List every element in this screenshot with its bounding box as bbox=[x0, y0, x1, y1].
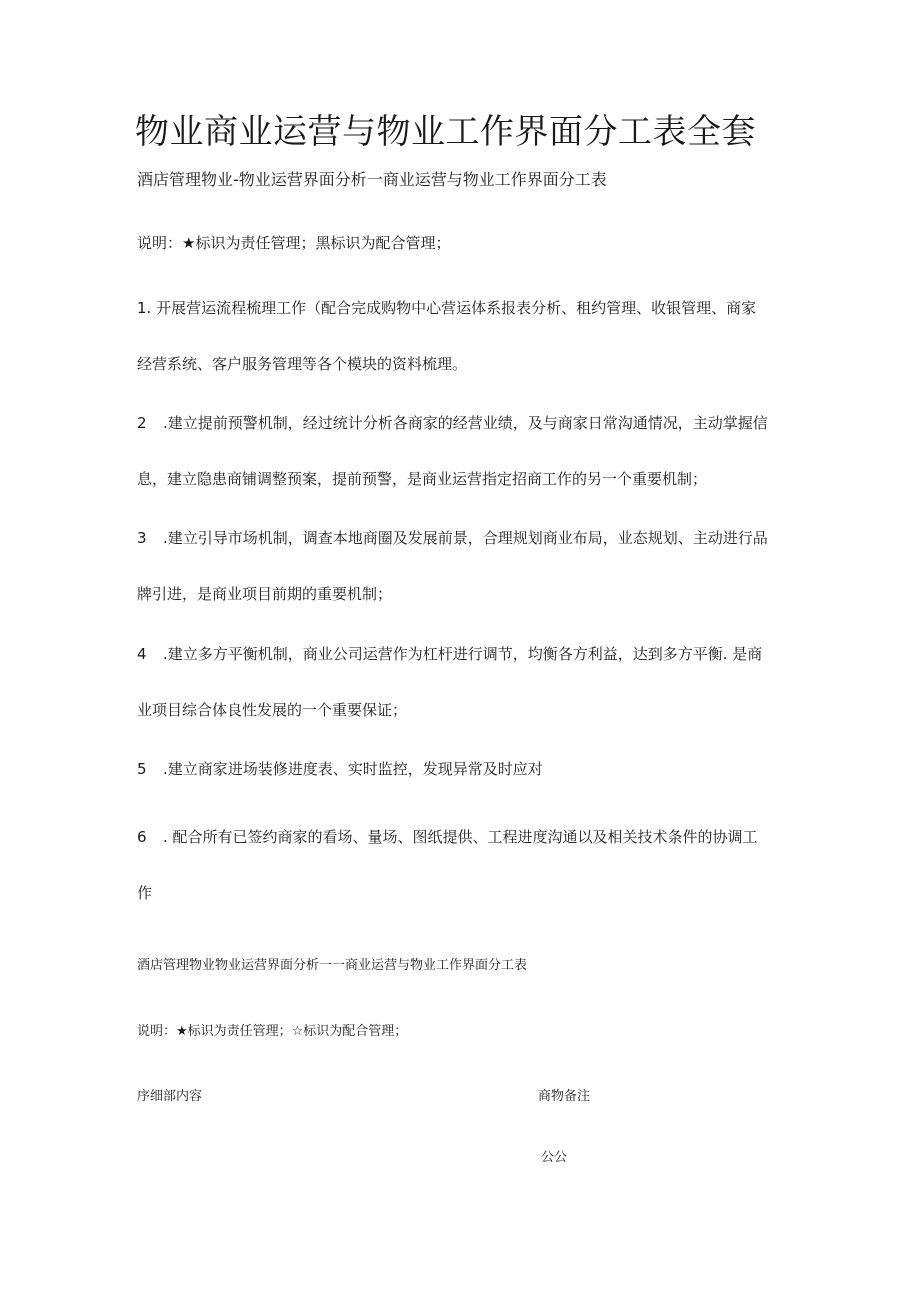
legend-note: 说明：★标识为责任管理；黑标识为配合管理； bbox=[137, 234, 451, 252]
list-item-4-line-2: 业项目综合体良性发展的一个重要保证； bbox=[137, 701, 408, 719]
list-item-1 bbox=[137, 294, 787, 378]
list-item-2-number: 2 bbox=[137, 414, 147, 432]
list-item-1-number: 1. bbox=[137, 299, 152, 317]
list-item-6-line-2: 作 bbox=[137, 884, 153, 902]
list-item-2-line-2: 息，建立隐患商铺调整预案，提前预警，是商业运营指定招商工作的另一个重要机制； bbox=[137, 470, 708, 488]
list-item-2-text-1: .建立提前预警机制，经过统计分析各商家的经营业绩，及与商家日常沟通情况，主动掌握信 bbox=[163, 414, 768, 432]
list-item-5-line-1 bbox=[137, 755, 787, 783]
page-title: 物业商业运营与物业工作界面分工表全套 bbox=[135, 112, 756, 152]
list-item-6-number: 6 bbox=[137, 828, 147, 846]
legend-note-2: 说明：★标识为责任管理；☆标识为配合管理； bbox=[137, 1024, 408, 1039]
list-item-2 bbox=[137, 409, 787, 493]
section-subtitle: 酒店管理物业物业运营界面分析一一商业运营与物业工作界面分工表 bbox=[137, 958, 528, 973]
list-item-1-text-1: 开展营运流程梳理工作（配合完成购物中心营运体系报表分析、租约管理、收银管理、商家 bbox=[156, 299, 757, 317]
list-item-1-line-2: 经营系统、客户服务管理等各个模块的资料梳理。 bbox=[137, 355, 468, 373]
list-item-5-number: 5 bbox=[137, 760, 147, 778]
list-item-4-text-1: .建立多方平衡机制，商业公司运营作为杠杆进行调节，均衡各方利益，达到多方平衡. 是商 bbox=[163, 645, 763, 663]
list-item-4-number: 4 bbox=[137, 645, 147, 663]
list-item-3 bbox=[137, 524, 787, 608]
table-cell-right: 公公 bbox=[541, 1150, 568, 1165]
list-item-5-text-1: .建立商家进场装修进度表、实时监控，发现异常及时应对 bbox=[163, 760, 543, 778]
list-item-3-line-2: 牌引进，是商业项目前期的重要机制； bbox=[137, 585, 393, 603]
list-item-4 bbox=[137, 640, 787, 724]
list-item-6-line-1 bbox=[137, 823, 787, 879]
table-header-left: 序细部内容 bbox=[137, 1089, 203, 1104]
list-item-6-text-1: . 配合所有已签约商家的看场、量场、图纸提供、工程进度沟通以及相关技术条件的协调工 bbox=[163, 828, 758, 846]
list-item-6 bbox=[137, 823, 787, 907]
list-item-3-number: 3 bbox=[137, 529, 147, 547]
list-item-4-line-1 bbox=[137, 640, 787, 696]
list-item-3-line-1 bbox=[137, 524, 787, 580]
document-subtitle: 酒店管理物业-物业运营界面分析一商业运营与物业工作界面分工表 bbox=[137, 170, 607, 189]
list-item-2-line-1 bbox=[137, 409, 787, 465]
list-item-3-text-1: .建立引导市场机制，调查本地商圈及发展前景，合理规划商业布局，业态规划、主动进行品 bbox=[163, 529, 768, 547]
list-item-1-line-1 bbox=[137, 294, 787, 350]
list-item-5 bbox=[137, 755, 787, 783]
table-header-right: 商物备注 bbox=[538, 1089, 591, 1104]
